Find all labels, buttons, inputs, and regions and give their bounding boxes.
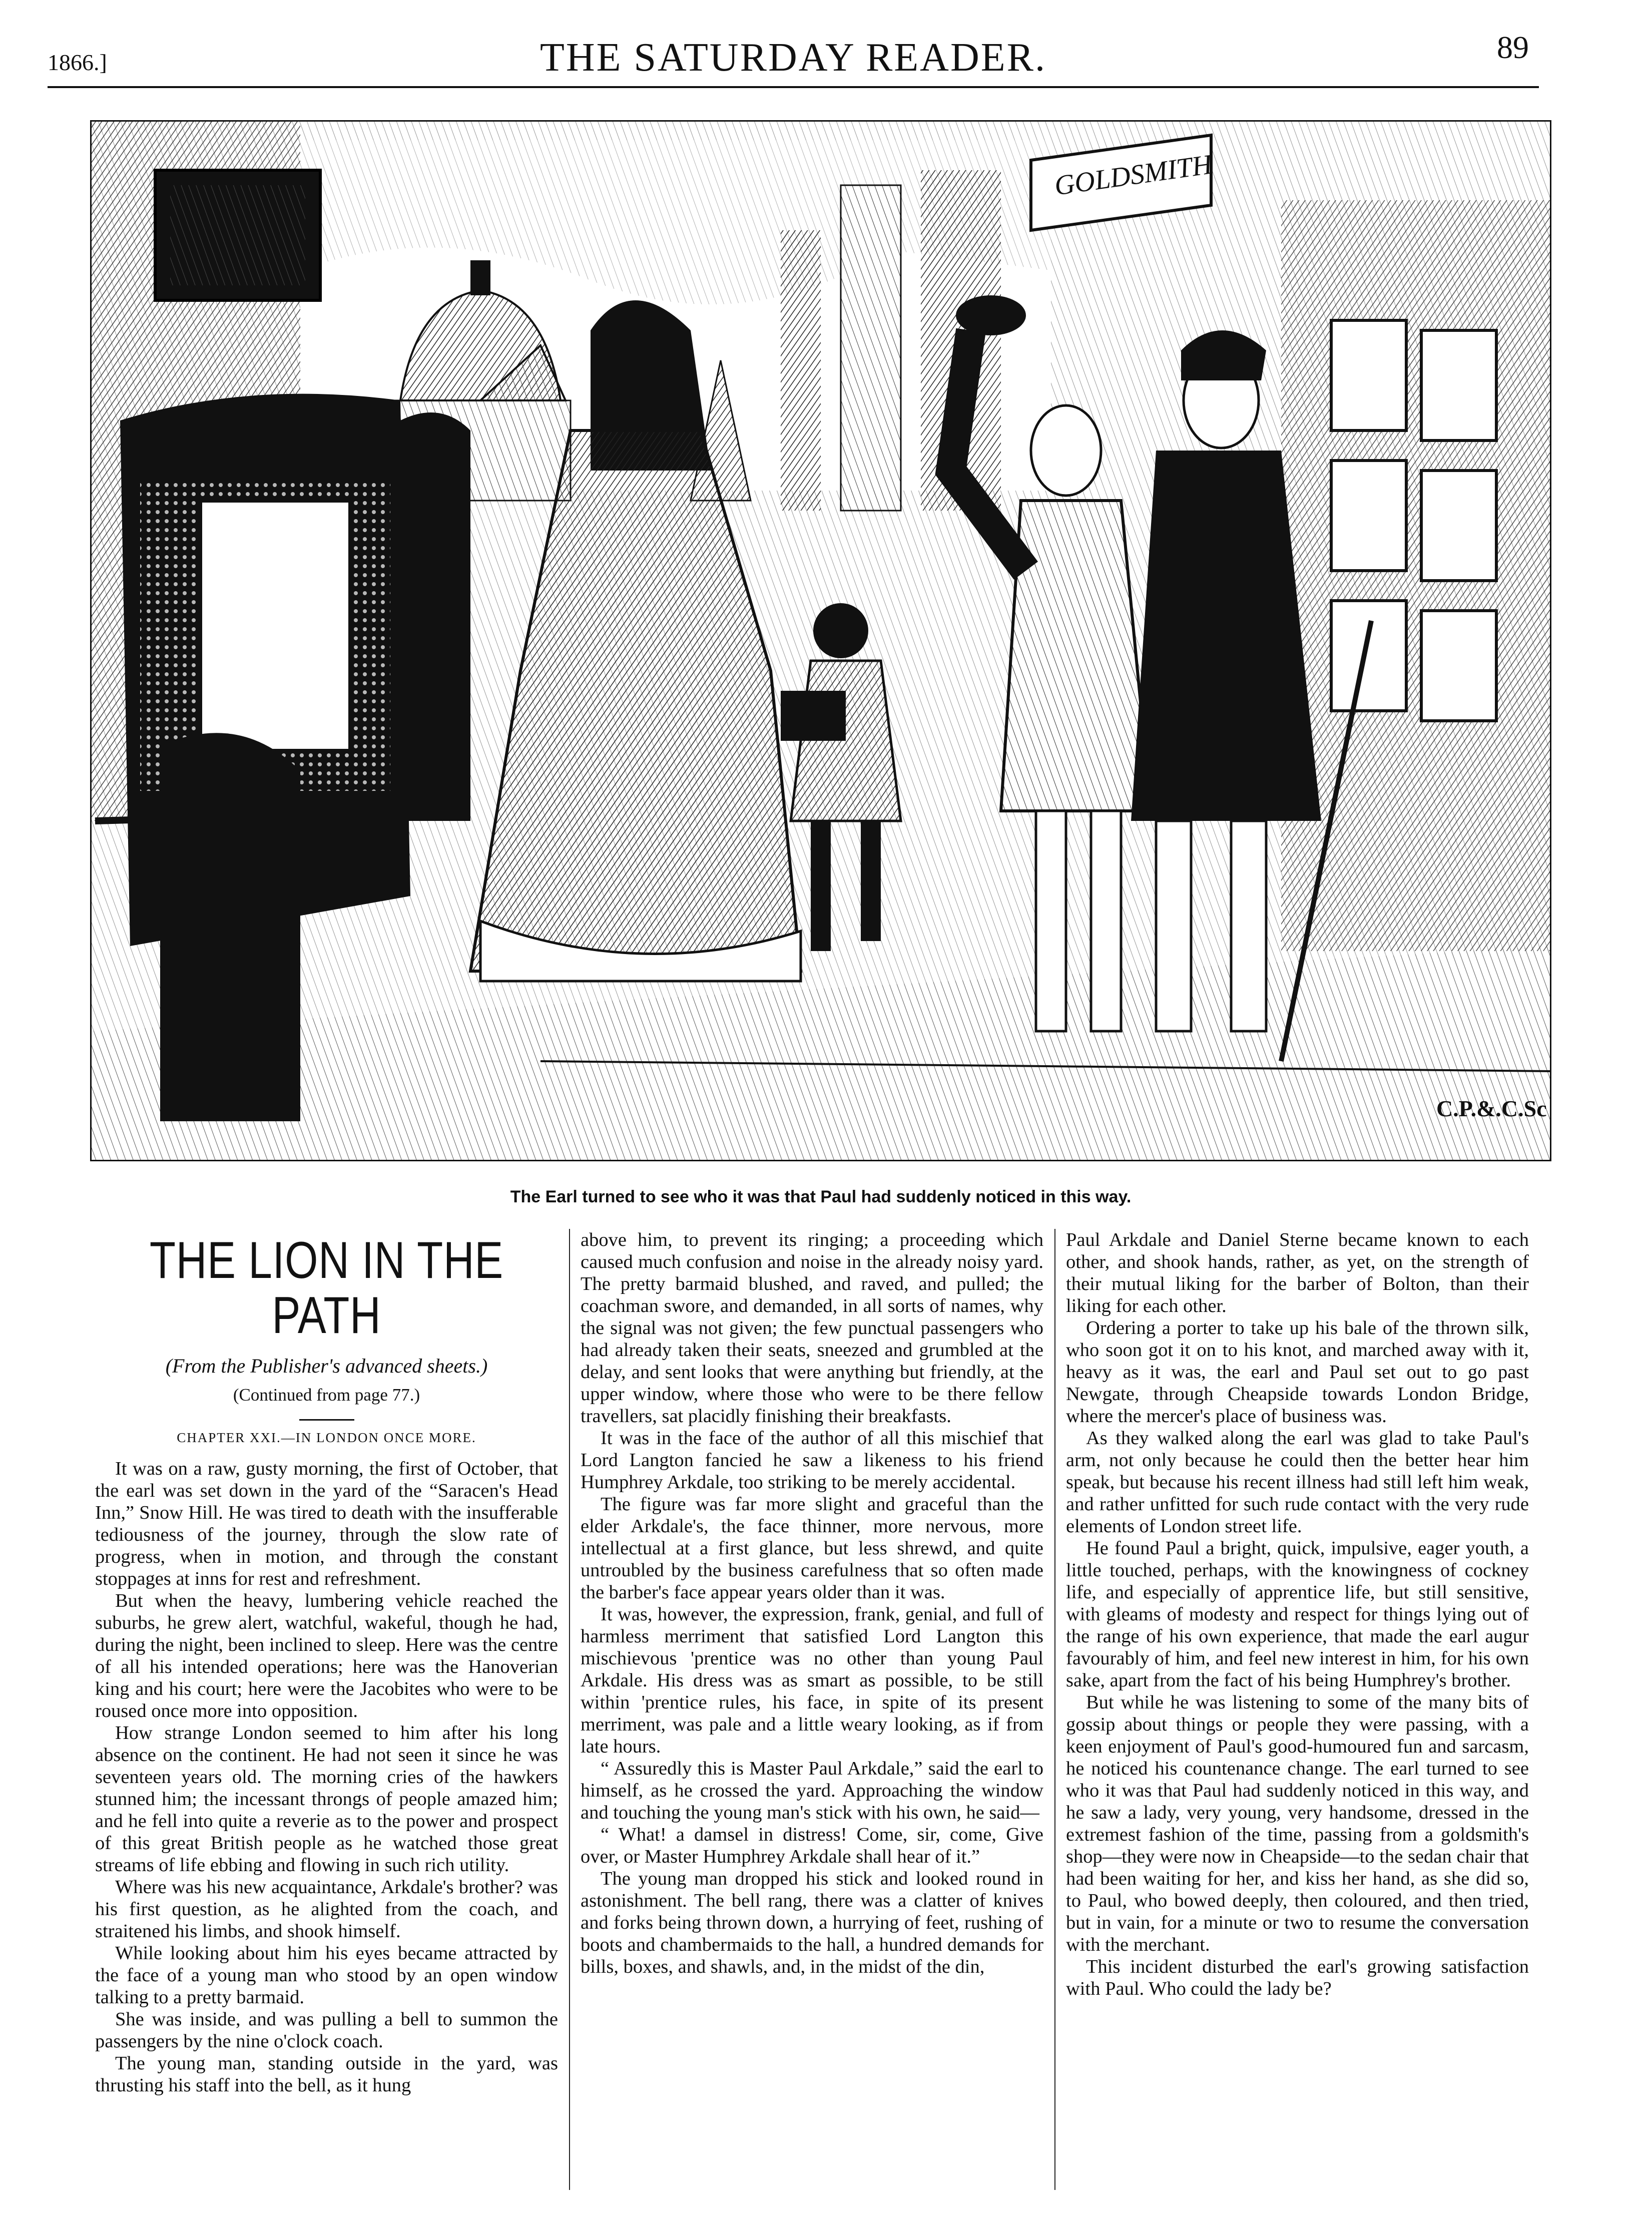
paragraph: It was, however, the expression, frank, genial, and full of harmless merriment that satisfied Lord Langton this mischievous 'prentice was no other than young Paul Arkdale. His dress was as smart as possible, to be still within 'prentice rules, his face, in spite of its present merriment, was pale and a little weary looking, as if from late hours. bbox=[581, 1604, 1043, 1757]
paragraph: “ Assuredly this is Master Paul Arkdale,” said the earl to himself, as he crossed the yard. Approaching the window and touching the young man's stick with his own, he said— bbox=[581, 1758, 1043, 1823]
paragraph: The figure was far more slight and graceful than the elder Arkdale's, the face thinner, more nervous, more intellectual at a first glance, but less shrewd, and quite untroubled by the business carefulness that so often made the barber's face appear years older than it was. bbox=[581, 1494, 1043, 1603]
illustration-caption: The Earl turned to see who it was that Paul had suddenly noticed in this way. bbox=[510, 1187, 1132, 1206]
masthead-title: THE SATURDAY READER. bbox=[540, 36, 1046, 80]
paragraph: It was on a raw, gusty morning, the first of October, that the earl was set down in the yard of the “Saracen's Head Inn,” Snow Hill. He was tired to death with the insufferable tediousness of the journey, through the slow rate of progress, when in motion, and through the constant stoppages at inns for rest and refreshment. bbox=[95, 1458, 558, 1589]
article-column-3 bbox=[1066, 1229, 1529, 2195]
paragraph: Where was his new acquaintance, Arkdale's brother? was his first question, as he alighted from the coach, and straitened his limbs, and shook himself. bbox=[95, 1877, 558, 1942]
story-title: THE LION IN THE PATH bbox=[149, 1231, 504, 1345]
page-number: 89 bbox=[1497, 30, 1529, 65]
paragraph: above him, to prevent its ringing; a proceeding which caused much confusion and noise in the already noisy yard. The pretty barmaid blushed, and raved, and pulled; the coachman swore, and demanded, in all sorts of names, why the signal was not given; the few punctual passengers who had already taken their seats, sneezed and grumbled at the delay, and sent looks that were anything but friendly, at the upper window, where those who were to be there fellow travellers, sat placidly finishing their breakfasts. bbox=[581, 1229, 1043, 1427]
engraving-illustration bbox=[90, 120, 1551, 1161]
continued-note: (Continued from page 77.) bbox=[233, 1385, 420, 1405]
header-rule bbox=[48, 86, 1539, 88]
chapter-heading: CHAPTER XXI.—IN LONDON ONCE MORE. bbox=[177, 1430, 476, 1445]
paragraph: The young man dropped his stick and looked round in astonishment. The bell rang, there was a clatter of knives and forks being thrown down, a hurrying of feet, rushing of boots and chambermaids to the hall, a hundred demands for bills, boxes, and shawls, and, in the midst of the din, bbox=[581, 1868, 1043, 1977]
paragraph: While looking about him his eyes became attracted by the face of a young man who stood by an open window talking to a pretty barmaid. bbox=[95, 1943, 558, 2008]
story-subtitle: (From the Publisher's advanced sheets.) bbox=[165, 1355, 488, 1377]
paragraph: She was inside, and was pulling a bell to summon the passengers by the nine o'clock coach. bbox=[95, 2009, 558, 2052]
paragraph: He found Paul a bright, quick, impulsive, eager youth, a little touched, perhaps, with the knowingness of cockney life, and especially of apprentice life, but still sensitive, with gleams of modesty and respect for things lying out of the range of his own experience, that made the earl augur favourably of him, and feel new interest in him, for his own sake, apart from the fact of his being Humphrey's brother. bbox=[1066, 1538, 1529, 1691]
column-divider bbox=[569, 1229, 570, 2190]
tricorn-hat-icon bbox=[956, 295, 1026, 335]
issue-date: 1866.] bbox=[48, 50, 107, 75]
paragraph: Ordering a porter to take up his bale of the thrown silk, who soon got it on to his knot, and marched away with it, heavy as it was, the earl and Paul set out to go past Newgate, through Cheapside towards London Bridge, where the mercer's place of business was. bbox=[1066, 1317, 1529, 1427]
paragraph: “ What! a damsel in distress! Come, sir, come, Give over, or Master Humphrey Arkdale shall hear of it.” bbox=[581, 1824, 1043, 1867]
shop-sign-text: GOLDSMITH bbox=[1052, 149, 1215, 202]
paragraph: But when the heavy, lumbering vehicle reached the suburbs, he grew alert, watchful, wakeful, though he had, during the night, been inclined to sleep. Here was the centre of all his intended operations; here was the Hanoverian king and his court; here were the Jacobites who were to be roused once more into opposition. bbox=[95, 1590, 558, 1721]
paragraph: But while he was listening to some of the many bits of gossip about things or people they were passing, with a keen enjoyment of Paul's good-humoured fun and sarcasm, he noticed his countenance change. The earl turned to see who it was that Paul had suddenly noticed in this way, and he saw a lady, very young, very handsome, dressed in the extremest fashion of the time, passing from a goldsmith's shop—they were now in Cheapside—to the sedan chair that had been waiting for her, and kiss her hand, as she did so, to Paul, who bowed deeply, then coloured, and then tried, but in vain, for a minute or two to resume the conversation with the merchant. bbox=[1066, 1692, 1529, 1955]
paragraph: The young man, standing outside in the yard, was thrusting his staff into the bell, as it hung bbox=[95, 2053, 558, 2096]
paragraph: How strange London seemed to him after his long absence on the continent. He had not seen it since he was seventeen years old. The morning cries of the hawkers stunned him; the incessant throngs of people amazed him; and he fell into quite a reverie as to the power and prospect of this great British people as he watched those great streams of life ebbing and flowing in such rich utility. bbox=[95, 1722, 558, 1876]
engraver-signature: C.P.&.C.Sc bbox=[1436, 1096, 1547, 1121]
paragraph: As they walked along the earl was glad to take Paul's arm, not only because he could then the better hear him speak, but because his recent illness had still left him weak, and rather unfitted for such rude contact with the very rude elements of London street life. bbox=[1066, 1428, 1529, 1537]
paragraph: It was in the face of the author of all this mischief that Lord Langton fancied he saw a likeness to his friend Humphrey Arkdale, too striking to be merely accidental. bbox=[581, 1428, 1043, 1493]
chairman-figure bbox=[400, 412, 470, 821]
article-column-2 bbox=[581, 1229, 1043, 2195]
title-rule bbox=[299, 1419, 354, 1421]
column-divider bbox=[1054, 1229, 1055, 2190]
article-column-1 bbox=[95, 1229, 558, 2195]
page-header bbox=[48, 29, 1539, 84]
paragraph: This incident disturbed the earl's growing satisfaction with Paul. Who could the lady be? bbox=[1066, 1956, 1529, 1999]
paragraph: Paul Arkdale and Daniel Sterne became known to each other, and shook hands, rather, as yet, on the strength of their mutual liking for the barber of Bolton, than their liking for each other. bbox=[1066, 1229, 1529, 1316]
